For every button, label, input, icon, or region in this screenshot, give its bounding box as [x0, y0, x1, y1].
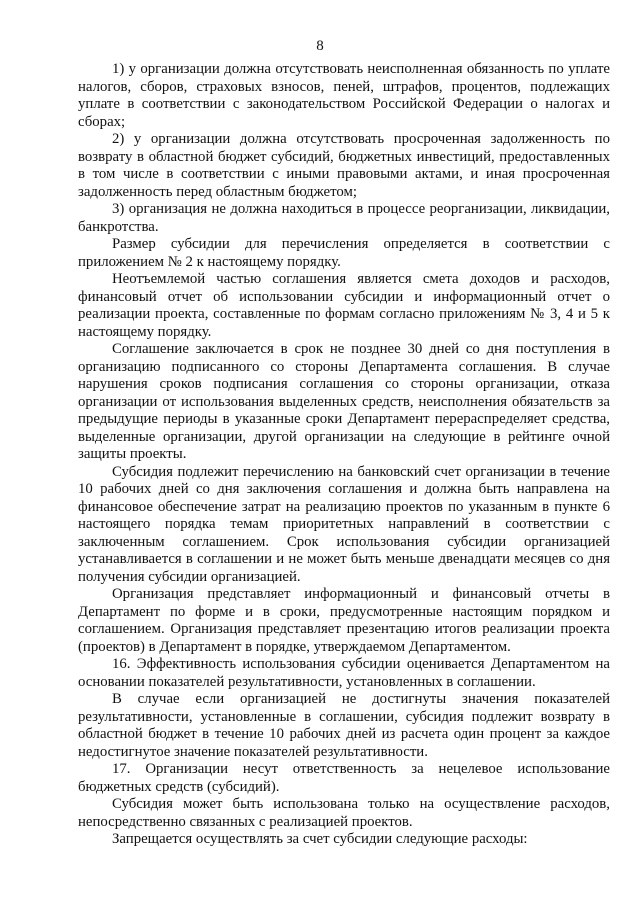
paragraph-reports: Организация представляет информационный и финансовый отчеты в Департамент по форме и в сроки, предусмотренные настоящим порядком и соглашением. Организация представляет презентацию итогов реализации проекта (проектов) в Департамент в порядке, утверждаемом Департаментом. [78, 586, 610, 655]
paragraph-subsidy-transfer: Субсидия подлежит перечислению на банковский счет организации в течение 10 рабочих дней со дня заключения соглашения и должна быть направлена на финансовое обеспечение затрат на реализацию проектов по указанным в пункте 6 настоящего порядка темам приоритетных направлений в соответствии с заключенным соглашением. Срок использования субсидии организацией устанавливается в соглашении и не может быть меньше двенадцати месяцев со дня получения субсидии организацией. [78, 463, 610, 585]
paragraph-requirement-debt: 2) у организации должна отсутствовать просроченная задолженность по возврату в областной бюджет субсидий, бюджетных инвестиций, предоставленных в том числе в соответствии с иными правовыми актами, и иная просроченная задолженность перед областным бюджетом; [78, 131, 610, 200]
document-body [78, 61, 610, 849]
paragraph-requirement-taxes: 1) у организации должна отсутствовать неисполненная обязанность по уплате налогов, сборов, страховых взносов, пеней, штрафов, процентов, подлежащих уплате в соответствии с законодательством Российской Федерации о налогах и сборах; [78, 61, 610, 130]
paragraph-subsidy-use: Субсидия может быть использована только на осуществление расходов, непосредственно связанных с реализацией проектов. [78, 796, 610, 830]
paragraph-prohibited-expenses: Запрещается осуществлять за счет субсидии следующие расходы: [112, 831, 528, 847]
paragraph-item-17: 17. Организации несут ответственность за нецелевое использование бюджетных средств (субсидий). [78, 761, 610, 795]
paragraph-refund: В случае если организацией не достигнуты значения показателей результативности, установленные в соглашении, субсидия подлежит возврату в областной бюджет в течение 10 рабочих дней из расчета один процент за каждое недостигнутое значение показателей результативности. [78, 691, 610, 760]
paragraph-agreement-annexes: Неотъемлемой частью соглашения является смета доходов и расходов, финансовый отчет об использовании субсидии и информационный отчет о реализации проекта, составленные по формам согласно приложениям № 3, 4 и 5 к настоящему порядку. [78, 271, 610, 340]
paragraph-agreement-term: Соглашение заключается в срок не позднее 30 дней со дня поступления в организацию подписанного со стороны Департамента соглашения. В случае нарушения сроков подписания соглашения со стороны организации, отказа организации от использования выделенных средств, неисполнения обязательств за предыдущие периоды в указанные сроки Департамент перераспределяет средства, выделенные организации, другой организации на следующие в рейтинге очной защиты проекты. [78, 341, 610, 462]
paragraph-requirement-reorganization: 3) организация не должна находиться в процессе реорганизации, ликвидации, банкротства. [78, 201, 610, 235]
page-number: 8 [316, 38, 324, 54]
paragraph-subsidy-amount: Размер субсидии для перечисления определяется в соответствии с приложением № 2 к настоящему порядку. [78, 236, 610, 270]
paragraph-item-16: 16. Эффективность использования субсидии оценивается Департаментом на основании показателей результативности, установленных в соглашении. [78, 656, 610, 690]
